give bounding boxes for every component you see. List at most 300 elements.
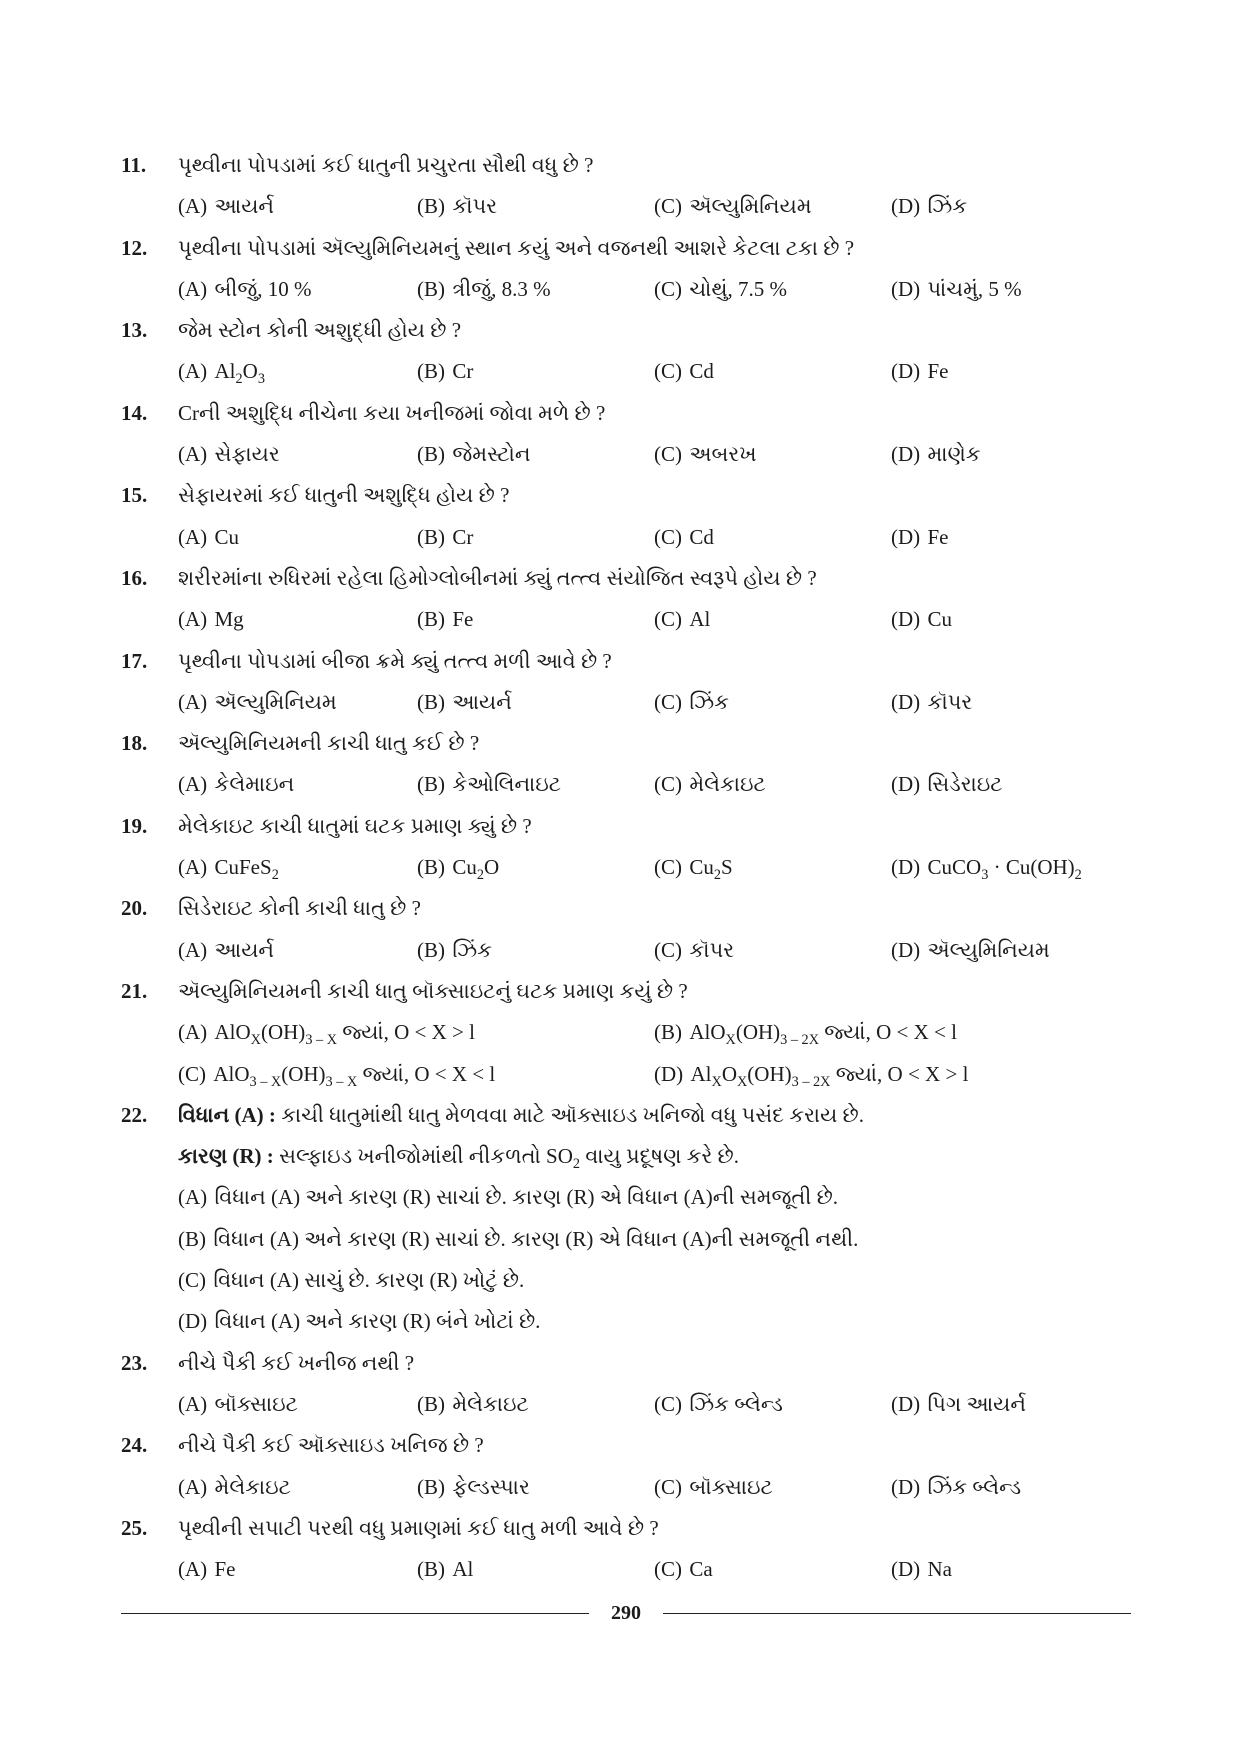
options-row <box>178 1301 1131 1342</box>
text-run: Cr <box>452 524 474 549</box>
option-text <box>213 1227 858 1251</box>
question-number: 15. <box>121 483 148 508</box>
option-d <box>891 269 1131 310</box>
option-label: (C) <box>178 1268 206 1293</box>
options-row <box>178 1219 1131 1260</box>
option-c <box>654 599 891 640</box>
option-label: (C) <box>654 1474 682 1499</box>
option-d <box>891 434 1131 475</box>
question-stem <box>121 1343 1131 1384</box>
option-label: (B) <box>417 689 445 714</box>
option-b <box>417 186 654 227</box>
option-a <box>178 764 417 805</box>
text-run: O <box>721 1061 737 1086</box>
option-text <box>689 855 733 884</box>
text-run: કેઓલિનાઇટ <box>452 772 562 797</box>
option-label: (B) <box>417 524 445 549</box>
option-label: (B) <box>417 276 445 301</box>
option-d <box>891 682 1131 723</box>
option-d <box>891 847 1131 888</box>
option-text <box>928 442 981 466</box>
text-run: પિગ આયર્ન <box>927 1391 1027 1416</box>
option-b <box>417 1384 654 1425</box>
options-row <box>178 1549 1131 1590</box>
option-text <box>452 194 497 218</box>
option-text <box>215 1185 839 1209</box>
question-number: 17. <box>121 648 148 673</box>
text-run: Al <box>452 1557 474 1582</box>
text-run: ઝિંક <box>452 937 492 962</box>
text-run: પાંચમું, 5 % <box>927 276 1022 301</box>
option-label: (C) <box>654 442 682 467</box>
text-run: સલ્ફાઇડ ખનીજોમાંથી નીકળતો SO <box>273 1144 573 1169</box>
question-number: 12. <box>121 235 148 260</box>
option-label: (C) <box>654 194 682 219</box>
option-c <box>654 930 891 971</box>
text-run: Crની અશુદ્ધિ નીચેના કયા ખનીજમાં જોવા મળે છે ? <box>178 400 606 425</box>
text-run: કેલેમાઇન <box>214 772 295 797</box>
question-17 <box>121 641 1131 724</box>
question-text <box>178 1351 414 1375</box>
options-row <box>178 599 1131 640</box>
option-d <box>891 1549 1131 1590</box>
text-run: · Cu(OH) <box>988 855 1075 880</box>
option-text <box>928 1392 1027 1416</box>
question-number: 23. <box>121 1350 148 1375</box>
question-text <box>178 153 593 177</box>
subscript: 3 – 2X <box>780 1032 819 1049</box>
question-stem <box>121 806 1131 847</box>
option-label: (A) <box>178 607 208 632</box>
option-label: (D) <box>654 1061 684 1086</box>
question-number: 11. <box>121 153 147 177</box>
option-text <box>452 607 473 631</box>
question-stem <box>121 888 1131 929</box>
subscript: 2 <box>572 1156 581 1173</box>
option-label: (A) <box>178 1557 208 1582</box>
page-footer <box>121 1598 1131 1628</box>
subscript: X <box>250 1032 261 1049</box>
options-row <box>178 1177 1131 1218</box>
text-run: વાયુ પ્રદૂષણ કરે છે. <box>580 1144 740 1169</box>
text-run: સેફાયર <box>214 442 280 467</box>
question-number: 21. <box>121 978 148 1003</box>
option-a <box>178 682 417 723</box>
option-text <box>689 772 765 796</box>
option-text <box>689 1020 957 1049</box>
option-text <box>689 938 734 962</box>
text-run: Cu <box>452 855 477 880</box>
text-run: AlO <box>689 1020 726 1045</box>
text-run: Cd <box>689 524 714 549</box>
option-c <box>654 351 891 392</box>
text-run: બૉક્સાઇટ <box>689 1474 773 1499</box>
text-run: જેમસ્ટોન <box>452 442 531 467</box>
option-text <box>214 855 279 884</box>
option-text <box>215 607 244 631</box>
text-run: મેલેકાઇટ <box>689 772 766 797</box>
option-b <box>417 517 654 558</box>
option-c <box>178 1054 654 1095</box>
text-run: બૉક્સાઇટ <box>214 1391 298 1416</box>
subscript: X <box>725 1032 736 1049</box>
option-b <box>417 269 654 310</box>
question-23 <box>121 1343 1131 1426</box>
text-run: વિધાન (A) અને કારણ (R) સાચાં છે. કારણ (R) એ વિધાન (A)ની સમજૂતી છે. <box>214 1185 839 1210</box>
option-label: (D) <box>891 276 921 301</box>
text-run: અબરખ <box>689 442 757 467</box>
option-label: (A) <box>178 937 208 962</box>
option-label: (B) <box>417 1391 445 1416</box>
option-a <box>178 1177 1131 1218</box>
option-label: (A) <box>178 1185 208 1210</box>
option-text <box>452 1557 473 1581</box>
question-24 <box>121 1425 1131 1508</box>
text-run: ઝિંક <box>689 689 729 714</box>
text-run: O <box>484 855 500 880</box>
options-row <box>178 1467 1131 1508</box>
option-a <box>178 1012 654 1053</box>
option-text <box>215 442 280 466</box>
option-d <box>178 1301 1131 1342</box>
options-row <box>178 682 1131 723</box>
question-stem <box>121 1508 1131 1549</box>
option-text <box>214 359 265 388</box>
text-run: ઍલ્યુમિનિયમની કાચી ધાતુ કઈ છે ? <box>178 731 480 756</box>
option-b <box>417 847 654 888</box>
question-15 <box>121 475 1131 558</box>
text-run: Al <box>690 1061 712 1086</box>
question-number: 13. <box>121 318 148 343</box>
option-text <box>689 277 787 301</box>
option-d <box>891 351 1131 392</box>
options-row <box>178 517 1131 558</box>
text-run: જેમ સ્ટોન કોની અશુદ્ધી હોય છે ? <box>178 318 462 343</box>
text-run: બીજું, 10 % <box>214 276 312 301</box>
text-run: Fe <box>927 524 949 549</box>
text-run: મેલેકાઇટ કાચી ધાતુમાં ઘટક પ્રમાણ ક્યું છે ? <box>178 813 532 838</box>
subscript: 2 <box>713 867 721 884</box>
option-c <box>654 847 891 888</box>
option-label: (C) <box>654 855 682 880</box>
option-a <box>178 599 417 640</box>
text-run: Al <box>689 607 711 632</box>
question-number: 25. <box>121 1515 148 1540</box>
question-stem <box>121 475 1131 516</box>
text-run: વિધાન (A) સાચું છે. કારણ (R) ખોટું છે. <box>213 1268 525 1293</box>
text-run: ઝિંક બ્લેન્ડ <box>927 1474 1022 1499</box>
option-label: (D) <box>891 772 921 797</box>
text-run: કૉપર <box>452 194 498 219</box>
text-run: આયર્ન <box>452 689 512 714</box>
option-text <box>928 1475 1022 1499</box>
subscript: X <box>711 1073 722 1090</box>
option-text <box>452 525 473 549</box>
option-b <box>417 682 654 723</box>
question-text <box>178 483 509 507</box>
text-run: AlO <box>214 1020 251 1045</box>
option-label: (D) <box>891 442 921 467</box>
option-label: (D) <box>891 359 921 384</box>
option-label: (A) <box>178 1474 208 1499</box>
text-run: Na <box>927 1557 952 1582</box>
text-run: Cu <box>927 607 953 632</box>
subscript: X <box>736 1073 748 1090</box>
question-13 <box>121 310 1131 393</box>
text-run: ઍલ્યુમિનિયમની કાચી ધાતુ બૉક્સાઇટનું ઘટક પ્રમાણ કયું છે ? <box>178 978 688 1003</box>
option-text <box>689 607 710 631</box>
option-b <box>417 764 654 805</box>
subscript: 2 <box>271 867 279 884</box>
option-text <box>215 1392 298 1416</box>
options-row <box>178 847 1131 888</box>
option-text <box>689 194 811 218</box>
subscript: 3 – X <box>305 1032 338 1049</box>
question-25 <box>121 1508 1131 1591</box>
options-row <box>178 269 1131 310</box>
option-label: (D) <box>891 689 921 714</box>
options-row <box>178 351 1131 392</box>
option-text <box>452 359 473 383</box>
footer-rule-right <box>663 1613 1131 1614</box>
options-row <box>178 1054 1131 1095</box>
option-a <box>178 269 417 310</box>
text-run: Cd <box>689 359 714 384</box>
option-label: (C) <box>654 689 682 714</box>
question-12 <box>121 228 1131 311</box>
option-text <box>452 690 512 714</box>
option-label: (B) <box>417 772 445 797</box>
option-c <box>654 1384 891 1425</box>
question-stem <box>121 558 1131 599</box>
text-run: O <box>242 359 258 384</box>
text-run: Ca <box>689 1557 713 1582</box>
question-stem <box>121 641 1131 682</box>
text-run: ફેલ્ડસ્પાર <box>452 1474 530 1499</box>
question-list <box>121 145 1131 1590</box>
text-run: જ્યાં, O < X < l <box>819 1020 957 1045</box>
option-text <box>452 1392 528 1416</box>
option-c <box>654 1467 891 1508</box>
text-run: માણેક <box>927 442 981 467</box>
option-text <box>213 1268 524 1292</box>
option-text <box>928 525 949 549</box>
text-run: પૃથ્વીના પોપડામાં ઍલ્યુમિનિયમનું સ્થાન કયું અને વજનથી આશરે કેટલા ટકા છે ? <box>178 235 855 260</box>
option-a <box>178 1384 417 1425</box>
question-number: 18. <box>121 731 148 756</box>
text-run: જ્યાં, O < X > l <box>830 1061 969 1086</box>
text-run: ઍલ્યુમિનિયમ <box>927 937 1050 962</box>
option-label: (A) <box>178 855 208 880</box>
question-text <box>178 896 421 920</box>
subscript: 3 – X <box>249 1073 282 1090</box>
subscript: 3 – X <box>325 1073 358 1090</box>
question-text <box>178 1103 864 1127</box>
option-label: (A) <box>178 1020 208 1045</box>
text-run: ઝિંક <box>927 194 968 219</box>
subscript: 3 <box>257 371 265 388</box>
option-label: (C) <box>654 607 682 632</box>
options-row <box>178 186 1131 227</box>
option-text <box>689 359 714 383</box>
text-run: કૉપર <box>927 689 973 714</box>
option-d <box>891 1467 1131 1508</box>
text-run: સિડેરાઇટ કોની કાચી ધાતુ છે ? <box>178 896 421 921</box>
option-c <box>654 764 891 805</box>
option-d <box>891 186 1131 227</box>
option-text <box>928 359 949 383</box>
option-text <box>452 277 550 301</box>
option-label: (B) <box>417 855 445 880</box>
question-14 <box>121 393 1131 476</box>
text-run: ચોથું, 7.5 % <box>689 276 787 301</box>
option-b <box>178 1219 1131 1260</box>
option-a <box>178 930 417 971</box>
subscript: 3 <box>981 867 989 884</box>
text-run: જ્યાં, O < X < l <box>357 1061 496 1086</box>
text-run: CuFeS <box>214 855 272 880</box>
option-b <box>417 930 654 971</box>
option-text <box>928 1557 953 1581</box>
text-run: કૉપર <box>689 937 735 962</box>
option-text <box>927 855 1082 884</box>
option-text <box>215 1475 291 1499</box>
option-text <box>215 194 275 218</box>
option-a <box>178 186 417 227</box>
option-label: (D) <box>891 194 921 219</box>
text-run: જ્યાં, O < X > l <box>337 1020 475 1045</box>
option-b <box>417 1549 654 1590</box>
option-label: (A) <box>178 1391 208 1416</box>
question-text <box>178 731 479 755</box>
footer-rule-left <box>121 1613 589 1614</box>
option-a <box>178 434 417 475</box>
question-number: 14. <box>121 400 148 425</box>
question-19 <box>121 806 1131 889</box>
text-run: પૃથ્વીની સપાટી પરથી વધુ પ્રમાણમાં કઈ ધાતુ મળી આવે છે ? <box>178 1515 659 1540</box>
option-b <box>654 1012 1131 1053</box>
subscript: 2 <box>235 371 243 388</box>
question-16 <box>121 558 1131 641</box>
option-label: (D) <box>891 607 921 632</box>
option-text <box>215 772 295 796</box>
option-c <box>654 1549 891 1590</box>
option-d <box>891 930 1131 971</box>
option-text <box>689 690 729 714</box>
text-run: નીચે પૈકી કઈ ઑક્સાઇડ ખનિજ છે ? <box>178 1433 484 1458</box>
bold-label: વિધાન (A) : <box>178 1102 276 1127</box>
option-text <box>689 442 756 466</box>
text-run: Mg <box>214 607 244 632</box>
option-c <box>654 517 891 558</box>
option-label: (B) <box>654 1020 682 1045</box>
option-d <box>891 517 1131 558</box>
option-text <box>213 1061 496 1090</box>
options-row <box>178 1012 1131 1053</box>
question-stem <box>121 393 1131 434</box>
option-a <box>178 1467 417 1508</box>
option-a <box>178 847 417 888</box>
text-run: કાચી ધાતુમાંથી ધાતુ મેળવવા માટે ઑક્સાઇડ ખનિજો વધુ પસંદ કરાય છે. <box>275 1102 864 1127</box>
text-run: Al <box>214 359 236 384</box>
text-run: આયર્ન <box>214 194 275 219</box>
option-d <box>891 599 1131 640</box>
question-text <box>178 649 612 673</box>
text-run: Fe <box>452 607 474 632</box>
option-text <box>452 772 561 796</box>
option-label: (C) <box>178 1061 206 1086</box>
question-22 <box>121 1095 1131 1343</box>
options-row <box>178 764 1131 805</box>
text-run: ત્રીજું, 8.3 % <box>452 276 551 301</box>
text-run: પૃથ્વીના પોપડામાં કઈ ધાતુની પ્રચુરતા સૌથી વધુ છે ? <box>178 153 594 177</box>
option-d <box>654 1054 1131 1095</box>
text-run: વિધાન (A) અને કારણ (R) સાચાં છે. કારણ (R) એ વિધાન (A)ની સમજૂતી નથી. <box>213 1226 859 1251</box>
option-text <box>214 1020 475 1049</box>
option-text <box>928 938 1050 962</box>
question-text <box>178 814 532 838</box>
option-d <box>891 1384 1131 1425</box>
option-label: (A) <box>178 524 208 549</box>
question-20 <box>121 888 1131 971</box>
text-run: CuCO <box>927 855 982 880</box>
option-label: (C) <box>654 1557 682 1582</box>
question-text <box>178 401 605 425</box>
text-run: ઍલ્યુમિનિયમ <box>689 194 812 219</box>
text-run: મેલેકાઇટ <box>214 1474 291 1499</box>
option-label: (D) <box>891 1391 921 1416</box>
option-label: (C) <box>654 359 682 384</box>
option-label: (B) <box>417 359 445 384</box>
question-stem <box>121 1095 1131 1136</box>
option-label: (B) <box>417 442 445 467</box>
option-text <box>452 442 530 466</box>
option-label: (C) <box>654 524 682 549</box>
option-text <box>215 690 337 714</box>
option-b <box>417 599 654 640</box>
option-a <box>178 517 417 558</box>
option-a <box>178 351 417 392</box>
text-run: ઍલ્યુમિનિયમ <box>214 689 337 714</box>
option-text <box>690 1061 969 1090</box>
option-c <box>654 682 891 723</box>
option-label: (B) <box>417 1557 445 1582</box>
question-text <box>178 1433 484 1457</box>
question-number: 22. <box>121 1102 148 1127</box>
question-text <box>178 1144 740 1173</box>
question-text <box>178 318 461 342</box>
option-label: (B) <box>417 1474 445 1499</box>
text-run: Cu <box>214 524 240 549</box>
question-number: 20. <box>121 896 148 921</box>
text-run: (OH) <box>735 1020 781 1045</box>
option-c <box>654 269 891 310</box>
question-18 <box>121 723 1131 806</box>
option-text <box>928 607 953 631</box>
question-stem <box>121 310 1131 351</box>
option-text <box>215 525 240 549</box>
question-11 <box>121 145 1131 228</box>
text-run: Cr <box>452 359 474 384</box>
option-b <box>417 1467 654 1508</box>
option-c <box>654 434 891 475</box>
text-run: (OH) <box>747 1061 792 1086</box>
question-number: 19. <box>121 813 148 838</box>
question-number: 16. <box>121 565 148 590</box>
option-a <box>178 1549 417 1590</box>
options-row <box>178 1260 1131 1301</box>
text-run: પૃથ્વીના પોપડામાં બીજા ક્રમે ક્યું તત્ત્વ મળી આવે છે ? <box>178 648 612 673</box>
